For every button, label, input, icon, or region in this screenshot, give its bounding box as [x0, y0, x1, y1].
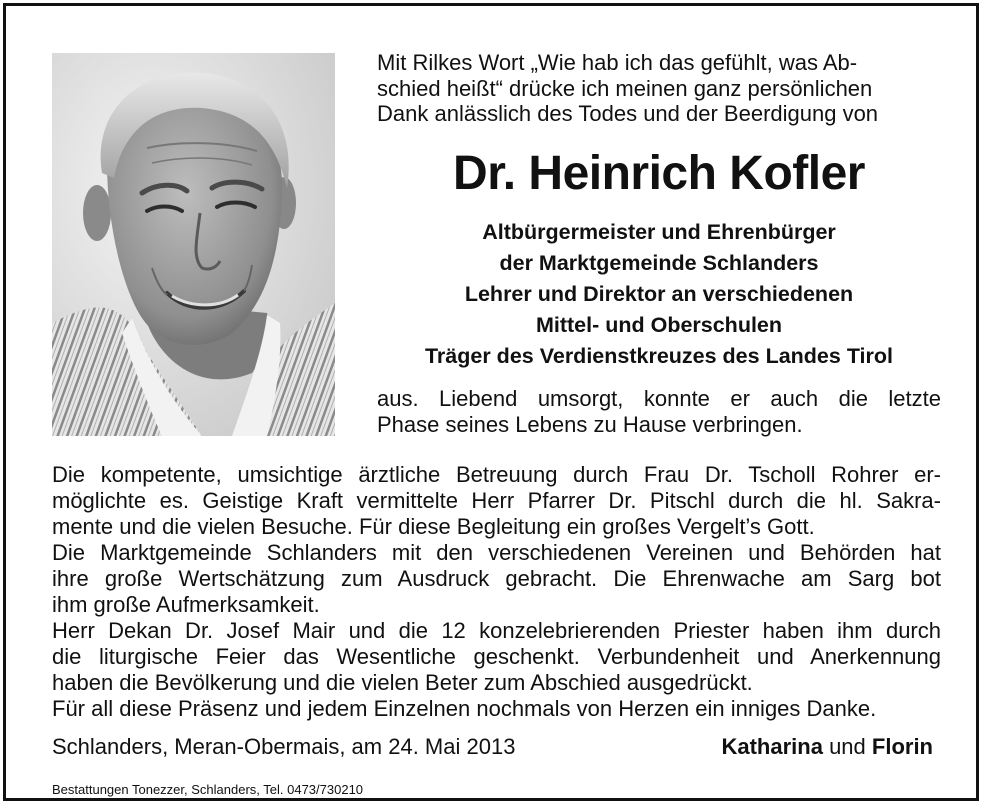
signatory-name: Katharina — [721, 734, 823, 759]
place-date: Schlanders, Meran-Obermais, am 24. Mai 2013 — [52, 734, 516, 759]
funeral-home-imprint: Bestattungen Tonezzer, Schlanders, Tel. 0473/730210 — [52, 782, 364, 797]
aus-text — [377, 386, 941, 438]
intro-line: schied heißt“ drücke ich meinen ganz persönlichen — [377, 75, 873, 101]
title-line: der Marktgemeinde Schlanders — [499, 251, 819, 275]
body-line: ihm große Aufmerksamkeit. — [52, 592, 320, 617]
signatories — [721, 734, 933, 760]
body-line: mente und die vielen Besuche. Für diese Begleitung ein großes Vergelt’s Gott. — [52, 514, 815, 539]
aus-line: aus. Liebend umsorgt, konnte er auch die letzte — [377, 386, 941, 411]
body-line: Die kompetente, umsichtige ärztliche Betreuung durch Frau Dr. Tscholl Rohrer er- — [52, 462, 941, 487]
title-line: Träger des Verdienstkreuzes des Landes Tirol — [424, 344, 894, 368]
title-line: Lehrer und Direktor an verschiedenen — [464, 282, 854, 306]
title-line: Mittel- und Oberschulen — [535, 313, 783, 337]
intro-line: Dank anlässlich des Todes und der Beerdigung von — [377, 101, 879, 126]
body-line: haben die Bevölkerung und die vielen Beter zum Abschied ausgedrückt. — [52, 670, 753, 695]
deceased-name: Dr. Heinrich Kofler — [453, 147, 865, 200]
body-line: ihre große Wertschätzung zum Ausdruck gebracht. Die Ehrenwache am Sarg bot — [52, 566, 941, 591]
obituary-notice — [3, 3, 979, 801]
intro-line: Mit Rilkes Wort „Wie hab ich das gefühlt, was Ab- — [377, 50, 858, 75]
body-line: Herr Dekan Dr. Josef Mair und die 12 konzelebrierenden Priester haben ihm durch — [52, 618, 941, 643]
intro-text — [377, 50, 941, 127]
aus-line: Phase seines Lebens zu Hause verbringen. — [377, 412, 803, 437]
thanks-body — [52, 462, 941, 722]
signatory-connector: und — [822, 734, 872, 759]
body-line: möglichte es. Geistige Kraft vermittelte Herr Pfarrer Dr. Pitschl durch die hl. Sakra- — [52, 488, 941, 513]
body-line: Für all diese Präsenz und jedem Einzelnen nochmals von Herzen ein inniges Danke. — [52, 696, 877, 721]
honorary-titles — [377, 217, 941, 372]
body-line: Die Marktgemeinde Schlanders mit den verschiedenen Vereinen und Behörden hat — [52, 540, 941, 565]
portrait-photo — [52, 53, 335, 436]
title-line: Altbürgermeister und Ehrenbürger — [482, 220, 836, 244]
signatory-name: Florin — [871, 734, 933, 759]
body-line: die liturgische Feier das Wesentliche geschenkt. Verbundenheit und Anerkennung — [52, 644, 941, 669]
